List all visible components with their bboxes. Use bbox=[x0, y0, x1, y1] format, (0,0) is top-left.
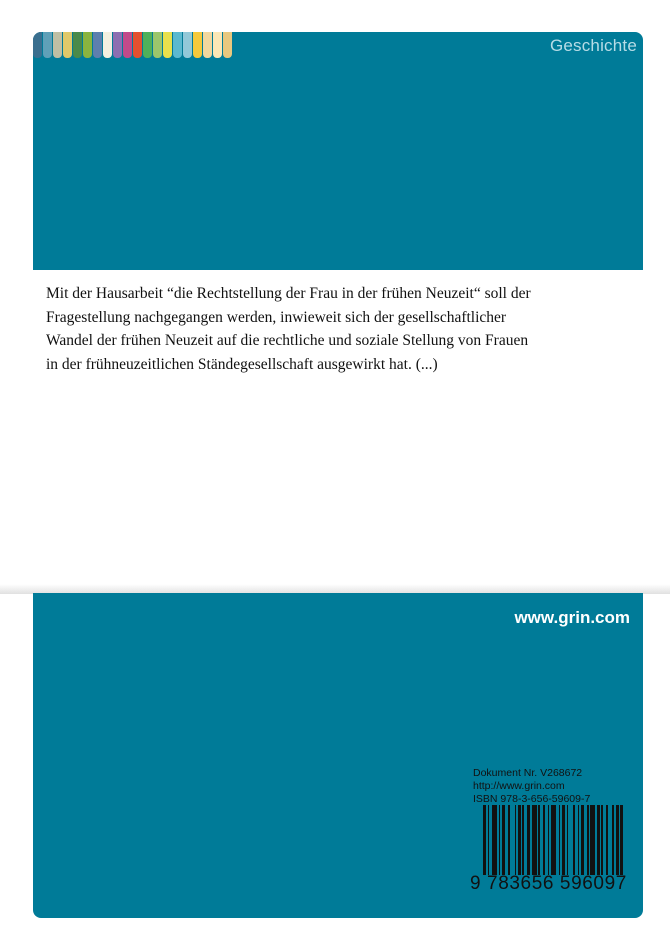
barcode-bar bbox=[567, 805, 569, 875]
barcode-bar bbox=[620, 805, 623, 875]
barcode-bar bbox=[532, 805, 537, 875]
color-stripe bbox=[193, 32, 202, 58]
barcode-bar bbox=[502, 805, 505, 875]
color-stripe bbox=[223, 32, 232, 58]
barcode-bar bbox=[612, 805, 614, 875]
blurb-line: Fragestellung nachgegangen werden, inwieweit sich der gesellschaftlicher bbox=[46, 308, 507, 326]
color-stripe bbox=[183, 32, 192, 58]
barcode-bar bbox=[597, 805, 600, 875]
barcode-bar bbox=[616, 805, 619, 875]
color-stripe bbox=[143, 32, 152, 58]
document-number: Dokument Nr. V268672 bbox=[473, 767, 583, 779]
barcode-bar bbox=[601, 805, 603, 875]
barcode-bar bbox=[548, 805, 550, 875]
barcode bbox=[483, 805, 627, 875]
barcode-bar bbox=[587, 805, 589, 875]
cover-bottom-panel bbox=[33, 593, 643, 918]
barcode-digits: 9 783656 596097 bbox=[470, 873, 627, 894]
barcode-bar bbox=[483, 805, 486, 875]
color-stripe bbox=[203, 32, 212, 58]
barcode-bar bbox=[543, 805, 545, 875]
barcode-bar bbox=[515, 805, 517, 875]
barcode-bar bbox=[578, 805, 580, 875]
barcode-bar bbox=[581, 805, 584, 875]
document-info bbox=[473, 767, 590, 806]
barcode-bar bbox=[488, 805, 490, 875]
barcode-bar bbox=[518, 805, 521, 875]
color-stripe bbox=[43, 32, 52, 58]
color-stripe bbox=[153, 32, 162, 58]
barcode-bar bbox=[562, 805, 565, 875]
color-stripe bbox=[133, 32, 142, 58]
barcode-bar bbox=[492, 805, 497, 875]
barcode-bar bbox=[606, 805, 608, 875]
website-link[interactable]: www.grin.com bbox=[514, 608, 630, 627]
barcode-bar bbox=[508, 805, 510, 875]
barcode-bar bbox=[499, 805, 501, 875]
category-label: Geschichte bbox=[549, 36, 637, 55]
barcode-bar bbox=[590, 805, 595, 875]
color-stripe bbox=[213, 32, 222, 58]
color-stripe bbox=[103, 32, 112, 58]
color-stripe bbox=[113, 32, 122, 58]
barcode-bar bbox=[559, 805, 561, 875]
cover-top-panel bbox=[33, 32, 643, 270]
color-stripe bbox=[63, 32, 72, 58]
color-stripe bbox=[53, 32, 62, 58]
barcode-bar bbox=[522, 805, 524, 875]
color-stripe bbox=[83, 32, 92, 58]
barcode-bar bbox=[573, 805, 575, 875]
document-url: http://www.grin.com bbox=[473, 780, 565, 792]
color-stripe bbox=[163, 32, 172, 58]
color-stripe bbox=[93, 32, 102, 58]
blurb-line: Mit der Hausarbeit “die Rechtstellung der Frau in der frühen Neuzeit“ soll der bbox=[46, 285, 531, 302]
blurb-line: in der frühneuzeitlichen Ständegesellschaft ausgewirkt hat. (...) bbox=[46, 355, 438, 373]
color-stripe bbox=[123, 32, 132, 58]
barcode-bar bbox=[538, 805, 540, 875]
isbn-number: ISBN 978-3-656-59609-7 bbox=[473, 793, 591, 805]
color-stripe bbox=[73, 32, 82, 58]
barcode-bar bbox=[527, 805, 530, 875]
blurb-text bbox=[46, 282, 606, 376]
barcode-bar bbox=[551, 805, 556, 875]
color-stripe bbox=[33, 32, 42, 58]
color-stripe bbox=[173, 32, 182, 58]
blurb-line: Wandel der frühen Neuzeit auf die rechtliche und soziale Stellung von Frauen bbox=[46, 332, 529, 350]
color-stripes bbox=[33, 32, 233, 58]
